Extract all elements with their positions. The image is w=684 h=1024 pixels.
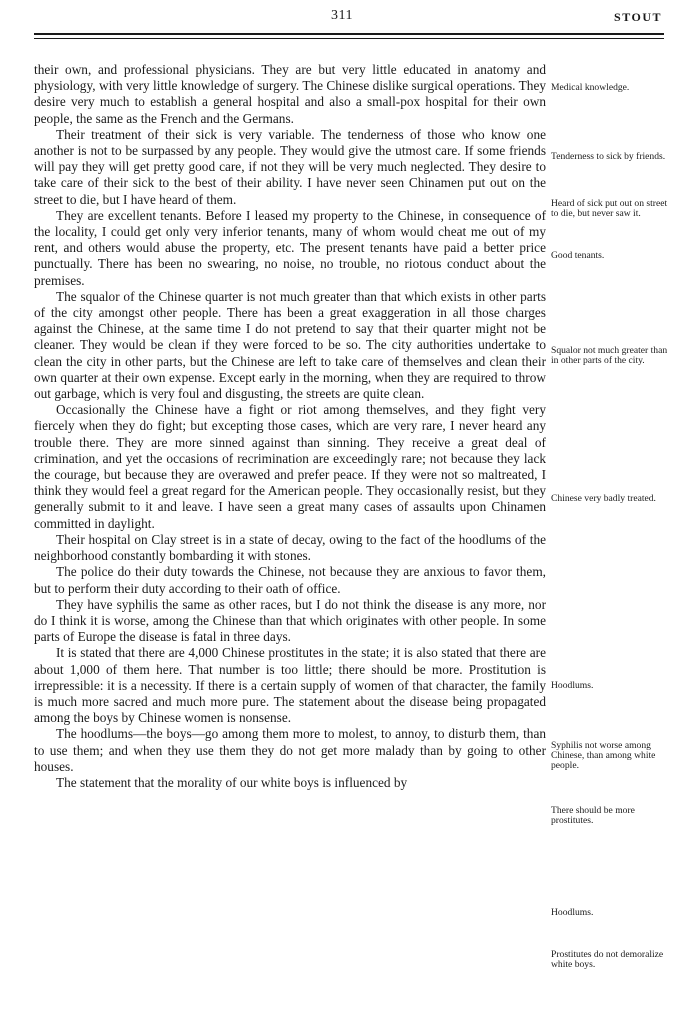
- header-rule-thin: [34, 38, 664, 39]
- margin-note: Prostitutes do not demoralize white boys.: [551, 949, 664, 970]
- margin-note: Squalor not much greater than in other parts of the city.: [551, 345, 668, 366]
- paragraph-sick-treatment: Their treatment of their sick is very variable. The tenderness of those who know one another is not to be surpassed by any people. They would give the utmost care. If some friends will pay they will get pretty good care, if not they will be very much neglected. They desire to take care of their sick to the best of their ability. I have never seen Chinamen put out on the street to die, but I have heard of them.: [34, 126, 546, 207]
- paragraph-hospital: Their hospital on Clay street is in a state of decay, owing to the fact of the hoodlums of the neighborhood constantly bombarding it with stones.: [34, 531, 546, 564]
- paragraph-medical: their own, and professional physicians. They are but very little educated in anatomy and physiology, with very little knowledge of surgery. The Chinese dislike surgical operations. They desire very much to establish a general hospital and also a small-pox hospital for their own people, the same as the French and the Germans.: [34, 62, 546, 126]
- margin-note: Chinese very badly treated.: [551, 493, 656, 504]
- paragraph-squalor: The squalor of the Chinese quarter is not much greater than that which exists in other parts of the city amongst other people. There has been a great exaggeration in all those charges against the Chinese, at the same time I do not pretend to say that their quarter might not be cleaner. They would be clean if they were forced to be so. The city authorities undertake to clean the city in other parts, but the Chinese are left to take care of themselves and clean their own quarter at their own expense. Except early in the morning, when they are required to throw out garbage, which is very foul and disgusting, the streets are quite clean.: [34, 288, 546, 402]
- running-head: STOUT: [614, 10, 662, 24]
- margin-note: Medical knowledge.: [551, 82, 630, 93]
- margin-note: Syphilis not worse among Chinese, than among white people.: [551, 740, 656, 771]
- margin-note: There should be more prostitutes.: [551, 805, 635, 826]
- margin-note: Good tenants.: [551, 250, 605, 261]
- paragraph-tenants: They are excellent tenants. Before I leased my property to the Chinese, in consequence of the locality, I could get only very inferior tenants, many of whom would cheat me out of my rent, and others would abuse the property, etc. The present tenants have paid a better price punctually. There has been no swearing, no noise, no trouble, no riotous conduct about the premises.: [34, 207, 546, 288]
- paragraph-syphilis: They have syphilis the same as other races, but I do not think the disease is any more, nor do I think it is worse, among the Chinese than that which originates with other people. In some parts of Europe the disease is fatal in three days.: [34, 596, 546, 645]
- margin-note: Heard of sick put out on street to die, but never saw it.: [551, 198, 668, 219]
- paragraph-morality: The statement that the morality of our white boys is influenced by: [56, 774, 408, 790]
- header-rule-thick: [34, 33, 664, 35]
- paragraph-prostitutes: It is stated that there are 4,000 Chinese prostitutes in the state; it is also stated that there are about 1,000 of them here. That number is too little; there should be more. Prostitution is irrepressible: it is a necessity. If there is a certain supply of women of that character, the family is much more sacred and much more pure. The statement about the disease being propagated among the boys by Chinese women is nonsense.: [34, 645, 546, 726]
- page-number: 311: [331, 8, 353, 23]
- margin-note: Hoodlums.: [551, 907, 594, 918]
- paragraph-fights: Occasionally the Chinese have a fight or riot among themselves, and they fight very fiercely when they do fight; but excepting those cases, which are very rare, I never heard any trouble there. They are more sinned against than sinning. They receive a great deal of crimination, and yet the occasions of recrimination are exceedingly rare; not because they lack the courage, but because they are overawed and prefer peace. If they were not so maltreated, I think they would feel a great regard for the American people. They occasionally resist, but they generally submit to it and leave. I have seen a great many cases of assaults upon Chinamen committed in daylight.: [34, 402, 546, 531]
- paragraph-hoodlums: The hoodlums—the boys—go among them more to molest, to annoy, to disturb them, than to use them; and when they use them they do not get more malady than by going to other houses.: [34, 726, 546, 774]
- margin-note: Hoodlums.: [551, 680, 594, 691]
- margin-note: Tenderness to sick by friends.: [551, 151, 666, 162]
- body-text: [34, 62, 546, 791]
- paragraph-police: The police do their duty towards the Chinese, not because they are anxious to favor them, but to perform their duty according to their oath of office.: [34, 564, 546, 596]
